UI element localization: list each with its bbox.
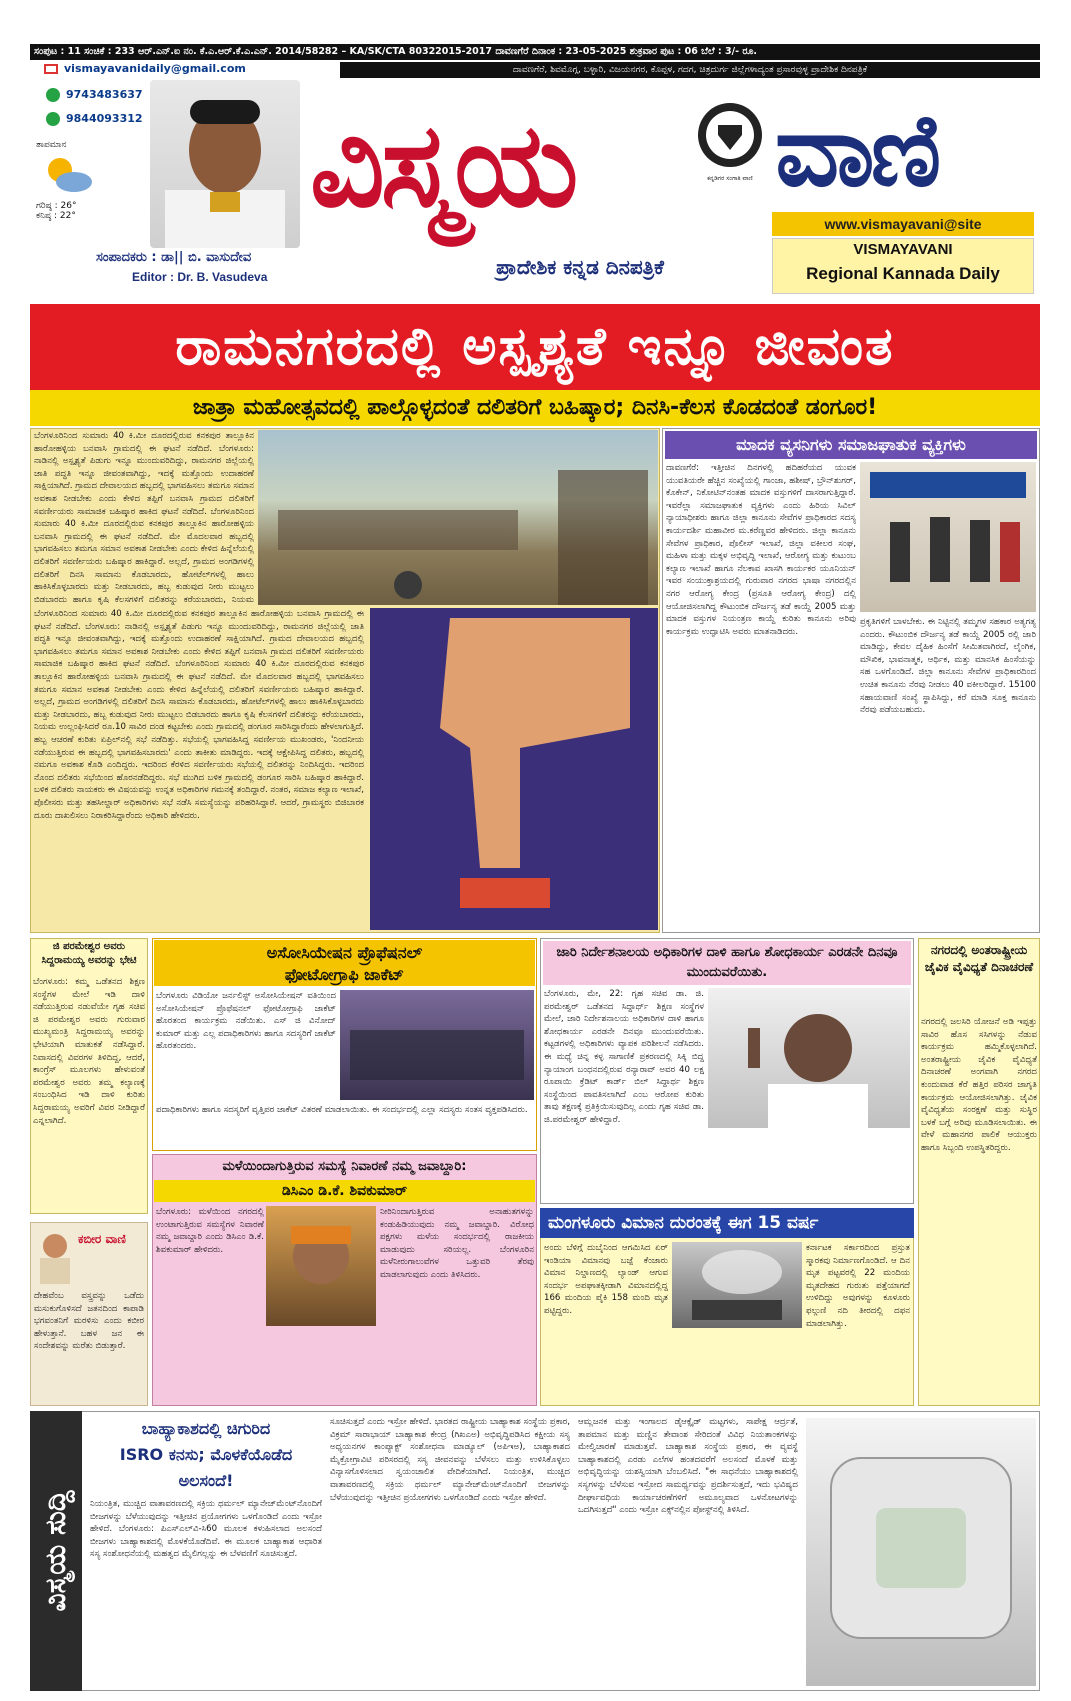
email-text[interactable]: vismayavanidaily@gmail.com <box>64 62 246 75</box>
tagline: ಪ್ರಾದೇಶಿಕ ಕನ್ನಡ ದಿನಪತ್ರಿಕೆ <box>496 255 664 279</box>
isro-title-line-2: ISRO ಕನಸು; ಮೊಳಕೆಯೊಡೆದ <box>119 1445 293 1464</box>
left-column-title[interactable]: ಜಿ ಪರಮೇಶ್ವರ ಅವರು ಸಿದ್ದರಾಮಯ್ಯ ಅವರನ್ನು ಭೇಟಿ <box>41 941 137 966</box>
website-link[interactable]: www.vismayavani@site <box>772 212 1034 236</box>
lead-photo-crowd <box>258 430 658 605</box>
editor-kannada: ಸಂಪಾದಕರು : ಡಾ|| ಬಿ. ವಾಸುದೇವ <box>96 250 252 265</box>
kabir-title: ಕಬೀರ ವಾಣಿ <box>78 1232 126 1246</box>
rain-body-2: ನೀರಿನಿಂದಾಗುತ್ತಿರುವ ಅನಾಹುತಗಳನ್ನು ಕಂಡುಹಿಡಿಯುವುದು ನಮ್ಮ ಜವಾಬ್ದಾರಿ. ವಿರೋಧ ಪಕ್ಷಗಳು ಮಳೆಯ ಸಂದರ್ಭದಲ್ಲಿ ರಾಜಕೀಯ ಮಾಡುವುದು ಸರಿಯಲ್ಲ. ಬೆಂಗಳೂರಿನ ಮಳೆನೀರುಗಾಲುವೆಗಳ ಒತ್ತುವರಿ ತೆರವು ಮಾಡಲಾಗುವುದು ಎಂದು ತಿಳಿಸಿದರು. <box>380 1207 534 1280</box>
crowd-photo-icon <box>258 430 658 605</box>
phone-line-2 <box>46 112 143 126</box>
isro-photo <box>806 1418 1036 1686</box>
seed-module-icon <box>806 1418 1036 1686</box>
editor-english: Editor : Dr. B. Vasudeva <box>132 270 268 284</box>
isro-title[interactable] <box>88 1416 324 1494</box>
airport-body-1: ಅಂದು ಬೆಳಿಗ್ಗೆ ದುಬೈನಿಂದ ಆಗಮಿಸಿದ ಏರ್ ಇಂಡಿಯಾ ವಿಮಾನವು ಬಜ್ಪೆ ಕೆಂಜಾರು ವಿಮಾನ ನಿಲ್ದಾಣದಲ್ಲಿ ಲ್ಯಾಂಡ್ ಆಗುವ ಸಂದರ್ಭ ಅಪಘಾತಕ್ಕೀಡಾಗಿ ವಿಮಾನದಲ್ಲಿದ್ದ 166 ಮಂದಿಯ ಪೈಕಿ 158 ಮಂದಿ ಮೃತ ಪಟ್ಟಿದ್ದರು. <box>544 1243 668 1316</box>
group-photo-icon <box>340 990 534 1100</box>
isro-col-2: ಸೂಚಿಸುತ್ತದೆ ಎಂದು ಇಸ್ರೋ ಹೇಳಿದೆ. ಭಾರತದ ರಾಷ್ಟ್ರೀಯ ಬಾಹ್ಯಾಕಾಶ ಸಂಸ್ಥೆಯ ಪ್ರಕಾರ, ವಿಕ್ರಮ್ ಸಾರಾಭಾಯ್ ಬಾಹ್ಯಾಕಾಶ ಕೇಂದ್ರ (ಗಿಖಎಅ) ಅಭಿವೃದ್ಧಿಪಡಿಸಿದ ಕಕ್ಷೀಯ ಸಸ್ಯ ಅಧ್ಯಯನಗಳ ಕಾಂಪ್ಯಾಕ್ಟ್ ಸಂಶೋಧನಾ ಮಾಡ್ಯೂಲ್ (ಅಪಿಇಅ), ಬಾಹ್ಯಾಕಾಶದ ಮೈಕ್ರೋಗ್ರಾವಿಟಿ ಪರಿಸರದಲ್ಲಿ ಸಸ್ಯ ಜೀವನವನ್ನು ಬೆಳೆಸಲು ಮತ್ತು ಉಳಿಸಿಕೊಳ್ಳಲು ವಿನ್ಯಾಸಗೊಳಿಸಲಾದ ಸ್ವಯಂಚಾಲಿತ ವೇದಿಕೆಯಾಗಿದೆ. ನಿಯಂತ್ರಿತ, ಮುಚ್ಚಿದ ವಾತಾವರಣದಲ್ಲಿ ಸಕ್ರಿಯ ಥರ್ಮಲ್ ಮ್ಯಾನೇಜ್‌ಮೆಂಟ್‌ನೊಂದಿಗೆ ಬೀಜಗಳನ್ನು ಬೆಳೆಯುವುದನ್ನು ಇತ್ತೀಚಿನ ಪ್ರಯೋಗಗಳು ಒಳಗೊಂಡಿದೆ ಎಂದು ಇಸ್ರೋ ಹೇಳಿದೆ. <box>330 1417 570 1503</box>
drugs-title[interactable]: ಮಾದಕ ವ್ಯಸನಿಗಳು ಸಮಾಜಘಾತುಕ ವ್ಯಕ್ತಿಗಳು <box>665 431 1037 459</box>
editor-photo <box>150 80 300 248</box>
right-column-body: ನಗರದಲ್ಲಿ ಜಲಸಿರಿ ಯೋಜನೆ ಅಡಿ ಇಪ್ಪತ್ತು ಸಾವಿರ ಹೊಸ ಸಸಿಗಳನ್ನು ನೆಡುವ ಕಾರ್ಯಕ್ರಮ ಹಮ್ಮಿಕೊಳ್ಳಲಾಗಿದೆ. ಅಂತರಾಷ್ಟ್ರೀಯ ಜೈವಿಕ ವೈವಿಧ್ಯತೆ ದಿನಾಚರಣೆ ಅಂಗವಾಗಿ ನಗರದ ಕುಂದುವಾಡ ಕೆರೆ ಹತ್ತಿರ ಪರಿಸರ ಜಾಗೃತಿ ಕಾರ್ಯಕ್ರಮ ಆಯೋಜಿಸಲಾಗಿತ್ತು. ಜೈವಿಕ ವೈವಿಧ್ಯತೆಯ ಸಂರಕ್ಷಣೆ ಮತ್ತು ಸುಸ್ಥಿರ ಬಳಕೆ ಬಗ್ಗೆ ಅರಿವು ಮೂಡಿಸಲಾಯಿತು. ಈ ವೇಳೆ ಮಹಾನಗರ ಪಾಲಿಕೆ ಆಯುಕ್ತರು ಹಾಗೂ ಸಿಬ್ಬಂದಿ ಉಪಸ್ಥಿತರಿದ್ದರು. <box>921 1017 1037 1153</box>
emblem-logo <box>690 95 770 195</box>
parameshwara-photo <box>708 988 910 1128</box>
weather-min: ಕನಿಷ್ಠ : 22° <box>36 211 76 221</box>
portrait-icon <box>266 1206 376 1326</box>
airport-body-2: ಕರ್ನಾಟಕ ಸರ್ಕಾರದಿಂದ ಪ್ರಸ್ತುತ ಸ್ಮಾರಕವು ನಿರ್ಮಾಣಗೊಂಡಿದೆ. ಆ ದಿನ ಮೃತ ಪಟ್ಟವರಲ್ಲಿ 22 ಮಂದಿಯ ಮೃತದೇಹದ ಗುರುತು ಪತ್ತೆಯಾಗದೆ ಉಳಿದಿದ್ದು ಅವುಗಳನ್ನು ಕೂಳೂರು ಫಲ್ಗುಣಿ ನದಿ ತೀರದಲ್ಲಿ ದಫನ ಮಾಡಲಾಗಿತ್ತು. <box>806 1243 910 1329</box>
name-english: VISMAYAVANI <box>853 241 953 258</box>
weather-max: ಗರಿಷ್ಠ : 26° <box>36 201 77 211</box>
masthead-vani: ವಾಣಿ <box>775 91 938 209</box>
crash-photo <box>672 1242 802 1328</box>
whatsapp-icon <box>46 88 60 102</box>
rain-subtitle: ಡಿಸಿಎಂ ಡಿ.ಕೆ. ಶಿವಕುಮಾರ್ <box>154 1180 535 1202</box>
issue-info-bar: ಸಂಪುಟ : 11 ಸಂಚಿಕೆ : 233 ಆರ್.ಎನ್.ಐ ನಂ. ಕೆ.ಎ.ಆರ್.ಕೆ.ಎ.ಎನ್. 2014/58282 – KA/SK/CTA 80322015-2017 ದಾವಣಗೆರೆ ದಿನಾಂಕ : 23-05-2025 ಶುಕ್ರವಾರ ಪುಟ : 06 ಬೆಲೆ : 3/- ರೂ. <box>30 44 1040 60</box>
kabir-portrait-icon <box>34 1228 76 1284</box>
assoc-body-2: ಪದಾಧಿಕಾರಿಗಳು ಹಾಗೂ ಸದಸ್ಯರಿಗೆ ವೃತ್ತಿಪರ ಜಾಕೆಟ್ ವಿತರಣೆ ಮಾಡಲಾಯಿತು. ಈ ಸಂದರ್ಭದಲ್ಲಿ ಎಲ್ಲಾ ಸದಸ್ಯರು ಸಂತಸ ವ್ಯಕ್ತಪಡಿಸಿದರು. <box>156 1105 528 1115</box>
email-line <box>44 62 246 75</box>
lead-subhead: ಜಾತ್ರಾ ಮಹೋತ್ಸವದಲ್ಲಿ ಪಾಲ್ಗೊಳ್ಳದಂತೆ ದಲಿತರಿಗೆ ಬಹಿಷ್ಕಾರ; ದಿನಸಿ-ಕೆಲಸ ಕೊಡದಂತೆ ಡಂಗೂರ! <box>30 390 1040 426</box>
drugs-photo <box>860 462 1036 612</box>
rain-title[interactable]: ಮಳೆಯಿಂದಾಗುತ್ತಿರುವ ಸಮಸ್ಯೆ ನಿವಾರಣೆ ನಮ್ಮ ಜವಾಬ್ದಾರಿ: <box>222 1159 467 1174</box>
right-column-title[interactable]: ನಗರದಲ್ಲಿ ಅಂತರಾಷ್ಟ್ರೀಯ ಜೈವಿಕ ವೈವಿಧ್ಯತೆ ದಿನಾಚರಣೆ <box>924 943 1034 974</box>
kabir-body: ದೇಹವೆಂಬ ವಸ್ತ್ರವನ್ನು ಒಡೆದು ಮಸುಕುಗೊಳಿಸದೆ ಜತನದಿಂದ ಕಾಪಾಡಿ ಭಗವಂತನಿಗೆ ಮರಳಿಸು ಎಂದು ಕಬೀರ ಹೇಳುತ್ತಾನೆ. ಬಹಳ ಜನ ಈ ಸಂದೇಶವನ್ನು ಮರೆತು ಬಿಡುತ್ತಾರೆ. <box>34 1291 144 1352</box>
phone-1[interactable]: 9743483637 <box>66 88 143 101</box>
masthead-vismaya: ವಿಸ್ಮಯ <box>310 97 575 233</box>
assoc-title-line-1: ಅಸೋಸಿಯೇಷನ ಪ್ರೊಫೆಷನಲ್ <box>266 943 423 962</box>
drugs-body-1: ದಾವಣಗೆರೆ: ಇತ್ತೀಚಿನ ದಿನಗಳಲ್ಲಿ ಹದಿಹರೆಯದ ಯುವಕ ಯುವತಿಯರೇ ಹೆಚ್ಚಿನ ಸಂಖ್ಯೆಯಲ್ಲಿ ಗಾಂಜಾ, ಹಶೀಷ್, ಬ್ರೌನ್‌ಶುಗರ್, ಕೊಕೇನ್, ನಿಕೋಟಿನ್‌ನಂತಹ ಮಾದಕ ವಸ್ತುಗಳಿಗೆ ದಾಸರಾಗುತ್ತಿದ್ದಾರೆ. ಇವರೆಲ್ಲಾ ಸಮಾಜಘಾತುಕ ವ್ಯಕ್ತಿಗಳು ಎಂದು ಹಿರಿಯ ಸಿವಿಲ್ ನ್ಯಾಯಾಧೀಶರು ಹಾಗೂ ಜಿಲ್ಲಾ ಕಾನೂನು ಸೇವೆಗಳ ಪ್ರಾಧಿಕಾರದ ಸದಸ್ಯ ಕಾರ್ಯದರ್ಶಿ ಮಹಾವೀರ ಮ.ಕರೆಣ್ಣವರ ಹೇಳಿದರು. ಜಿಲ್ಲಾ ಕಾನೂನು ಸೇವೆಗಳ ಪ್ರಾಧಿಕಾರ, ಪೊಲೀಸ್ ಇಲಾಖೆ, ಜಿಲ್ಲಾ ವಕೀಲರ ಸಂಘ, ಮಹಿಳಾ ಮತ್ತು ಮಕ್ಕಳ ಅಭಿವೃದ್ಧಿ ಇಲಾಖೆ, ಆರೋಗ್ಯ ಮತ್ತು ಕುಟುಂಬ ಕಲ್ಯಾಣ ಇಲಾಖೆ ಹಾಗೂ ನೆಲಕಾವ ಖಾಸಗಿ ಕಾರ್ಯಕರ ಯೂನಿಯನ್ ಇವರ ಸಂಯುಕ್ತಾಶ್ರಯದಲ್ಲಿ ಗುರುವಾರ ನಗರದ ಭಾಷಾ ನಗರದಲ್ಲಿನ ನಗರ ಆರೋಗ್ಯ ಕೇಂದ್ರ (ಪ್ರಸೂತಿ ಆರೋಗ್ಯ ಕೇಂದ್ರ) ದಲ್ಲಿ ಆಯೋಜಿಸಲಾಗಿದ್ದ ಕೌಟುಂಬಿಕ ದೌರ್ಜನ್ಯ ತಡೆ ಕಾಯ್ದೆ 2005 ಮತ್ತು ಮಾದಕ ವಸ್ತುಗಳ ನಿಯಂತ್ರಣ ಕಾಯ್ದೆ ಕುರಿತು ಕಾನೂನು ಅರಿವು ಕಾರ್ಯಕ್ರಮ ಉದ್ಘಾಟಿಸಿ ಅವರು ಮಾತನಾಡಿದರು. <box>666 463 856 637</box>
isro-col-1: ನಿಯಂತ್ರಿತ, ಮುಚ್ಚಿದ ವಾತಾವರಣದಲ್ಲಿ ಸಕ್ರಿಯ ಥರ್ಮಲ್ ಮ್ಯಾನೇಜ್‌ಮೆಂಟ್‌ನೊಂದಿಗೆ ಬೀಜಗಳನ್ನು ಬೆಳೆಯುವುದನ್ನು ಇತ್ತೀಚಿನ ಪ್ರಯೋಗಗಳು ಒಳಗೊಂಡಿದೆ ಎಂದು ಇಸ್ರೋ ಹೇಳಿದೆ. ಬೆಂಗಳೂರು: ಪಿಎಸ್‌ಎಲ್‌ವಿ-ಸಿ60 ಮೂಲಕ ಕಳುಹಿಸಲಾದ ಅಲಸಂದೆ ಬೀಜಗಳು ಬಾಹ್ಯಾಕಾಶದಲ್ಲಿ ಮೊಳಕೆಯೊಡೆದಿವೆ. ಈ ಮೂಲಕ ಬಾಹ್ಯಾಕಾಶ ಆಧಾರಿತ ಸಸ್ಯ ಸಂಶೋಧನೆಯಲ್ಲಿ ಮಹತ್ವದ ಮೈಲಿಗಲ್ಲನ್ನು ಈ ಬೆಳವಣಿಗೆ ಸೂಚಿಸುತ್ತದೆ. <box>90 1499 322 1560</box>
isro-title-line-3: ಅಲಸಂದೆ! <box>178 1471 234 1490</box>
ed-title[interactable]: ಜಾರಿ ನಿರ್ದೇಶನಾಲಯ ಅಧಿಕಾರಿಗಳ ದಾಳಿ ಹಾಗೂ ಶೋಧಕಾರ್ಯ ಎರಡನೇ ದಿನವೂ ಮುಂದುವರೆಯಿತು. <box>543 941 911 985</box>
sun-cloud-icon <box>36 150 96 196</box>
dkshivakumar-photo <box>266 1206 376 1326</box>
drugs-body-2: ಪ್ರಕೃತಿಗಳಿಗೆ ಬಾಳಬೇಕು. ಈ ನಿಟ್ಟಿನಲ್ಲಿ ತಮ್ಮಗಳ ಸಹಕಾರ ಅತ್ಯಗತ್ಯ ಎಂದರು. ಕೌಟುಂಬಿಕ ದೌರ್ಜನ್ಯ ತಡೆ ಕಾಯ್ದೆ 2005 ರಲ್ಲಿ ಜಾರಿ ಮಾಡಿದ್ದು, ಕೇವಲ ದೈಹಿಕ ಹಿಂಸೆಗೆ ಸೀಮಿತವಾಗಿರದೆ, ಲೈಂಗಿಕ, ಮೌಖಿಕ, ಭಾವನಾತ್ಮಕ, ಆರ್ಥಿಕ, ಮತ್ತು ಮಾನಸಿಕ ಹಿಂಸೆಯನ್ನು ಸಹ ಒಳಗೊಂಡಿದೆ. ಜಿಲ್ಲಾ ಕಾನೂನು ಸೇವೆಗಳ ಪ್ರಾಧಿಕಾರದಿಂದ ಉಚಿತ ಕಾನೂನು ನೆರವು ನೀಡಲು 40 ವಕೀಲರಿದ್ದಾರೆ. 15100 ಸಹಾಯವಾಣಿ ಸಂಖ್ಯೆ ಸ್ಥಾಪಿಸಿದ್ದು, ಕರೆ ಮಾಡಿ ಸೂಕ್ತ ಕಾನೂನು ನೆರವು ಪಡೆಯಬಹುದು. <box>860 617 1036 716</box>
weather-box <box>36 140 116 221</box>
phone-line-1 <box>46 88 143 102</box>
badge-text: ವಿಸ್ಮಯ ಸುದ್ದಿ <box>39 1490 72 1612</box>
rain-body-1: ಬೆಂಗಳೂರು: ಮಳೆಯಿಂದ ನಗರದಲ್ಲಿ ಉಂಟಾಗುತ್ತಿರುವ ಸಮಸ್ಯೆಗಳ ನಿವಾರಣೆ ನಮ್ಮ ಜವಾಬ್ದಾರಿ ಎಂದು ಡಿಸಿಎಂ ಡಿ.ಕೆ. ಶಿವಕುಮಾರ್ ಹೇಳಿದರು. <box>156 1207 264 1255</box>
weather-title: ತಾಪಮಾನ <box>36 140 67 150</box>
mail-icon <box>44 64 58 74</box>
hand-crushing-icon <box>370 608 658 930</box>
english-label <box>772 238 1034 294</box>
lead-headline[interactable]: ರಾಮನಗರದಲ್ಲಿ ಅಸ್ಪೃಶ್ಯತೆ ಇನ್ನೂ ಜೀವಂತ <box>30 304 1040 390</box>
editor-portrait-icon <box>150 80 300 248</box>
vismaya-suddi-badge <box>30 1411 82 1691</box>
desc-english: Regional Kannada Daily <box>806 264 1000 283</box>
event-photo-icon <box>860 462 1036 612</box>
whatsapp-icon <box>46 112 60 126</box>
left-column-body: ಬೆಂಗಳೂರು: ಕಮ್ಮ ಒಡೆತನದ ಶಿಕ್ಷಣ ಸಂಸ್ಥೆಗಳ ಮೇಲೆ ಇಡಿ ದಾಳಿ ನಡೆಯುತ್ತಿರುವ ನಡುವೆಯೇ ಗೃಹ ಸಚಿವ ಜಿ ಪರಮೇಶ್ವರ ಅವರು ಗುರುವಾರ ಮುಖ್ಯಮಂತ್ರಿ ಸಿದ್ದರಾಮಯ್ಯ ಅವರನ್ನು ಭೇಟಿಯಾಗಿ ಮಾತುಕತೆ ನಡೆಸಿದ್ದಾರೆ. ನಿವಾಸದಲ್ಲಿ ವಿವರಗಳ ತಿಳಿದಿದ್ದ, ಆದರೆ, ಕಾಂಗ್ರೆಸ್ ಮೂಲಗಳು ಹೇಳುವಂತೆ ಪರಮೇಶ್ವರ ಅವರು ತಮ್ಮ ಕಲ್ಯಾಣಕ್ಕೆ ಸಂಬಂಧಿಸಿದ ಇಡಿ ದಾಳಿ ಕುರಿತು ಸಿದ್ದರಾಮಯ್ಯ ಅವರಿಗೆ ವಿವರ ನೀಡಿದ್ದಾರೆ ಎನ್ನಲಾಗಿದೆ. <box>33 977 145 1126</box>
speaker-icon <box>708 988 910 1128</box>
assoc-body-1: ಬೆಂಗಳೂರು ವಿಡಿಯೋ ಜರ್ನಲಿಸ್ಟ್ ಅಸೋಸಿಯೇಷನ್ ವತಿಯಿಂದ ಅಸೋಸಿಯೇಷನ್ ಪ್ರೊಫೆಷನಲ್ ಫೋಟೋಗ್ರಾಫಿ ಜಾಕೆಟ್ ಹೊರತಂದ ಕಾರ್ಯಕ್ರಮ ನಡೆಯಿತು. ಎಸ್ ಜಿ ವಿನೋದ್ ಕುಮಾರ್ ಮತ್ತು ಎಲ್ಲ ಪದಾಧಿಕಾರಿಗಳು ಹಾಗೂ ಸದಸ್ಯರಿಗೆ ಜಾಕೆಟ್ ಹೊರತಂದರು. <box>156 991 336 1052</box>
assoc-title-line-2: ಫೋಟೋಗ್ರಾಫಿ ಜಾಕೆಟ್ <box>284 965 405 984</box>
phone-2[interactable]: 9844093312 <box>66 112 143 125</box>
lead-body-top: ಬೆಂಗಳೂರಿನಿಂದ ಸುಮಾರು 40 ಕಿ.ಮೀ ದೂರದಲ್ಲಿರುವ ಕನಕಪುರ ತಾಲ್ಲೂಕಿನ ಹಾರೋಹಳ್ಳಿಯ ಬನವಾಸಿ ಗ್ರಾಮದಲ್ಲಿ ಈ ಘಟನೆ ನಡೆದಿದೆ. ಬೆಂಗಳೂರು: ನಾಡಿನಲ್ಲಿ ಅಸ್ಪೃಶ್ಯತೆ ಪಿಡುಗು ಇನ್ನೂ ಮುಂದುವರಿದಿದ್ದು, ರಾಮನಗರ ಜಿಲ್ಲೆಯಲ್ಲಿ ಜಾತಿ ಪದ್ಧತಿ ಇನ್ನೂ ಜೀವಂತವಾಗಿದ್ದು, ಇದಕ್ಕೆ ಮತ್ತೊಂದು ಉದಾಹರಣೆ ಸಾಕ್ಷಿಯಾಗಿದೆ. ಗ್ರಾಮದ ದೇವಾಲಯದ ಹಬ್ಬದಲ್ಲಿ ಭಾಗವಹಿಸಲು ತಮಗೂ ಸಮಾನ ಅವಕಾಶ ನೀಡಬೇಕು ಎಂದು ಕೇಳಿದ ತಪ್ಪಿಗೆ ಬನವಾಸಿ ಗ್ರಾಮದ ದಲಿತರಿಗೆ ಸವರ್ಣೀಯರು ಸಾಮಾಜಿಕ ಬಹಿಷ್ಕಾರ ಹಾಕಿದ ಘಟನೆ ನಡೆದಿದೆ. ಬೆಂಗಳೂರಿನಿಂದ ಸುಮಾರು 40 ಕಿ.ಮೀ ದೂರದಲ್ಲಿರುವ ಕನಕಪುರ ತಾಲ್ಲೂಕಿನ ಹಾರೋಹಳ್ಳಿಯ ಬನವಾಸಿ ಗ್ರಾಮದಲ್ಲಿ ಈ ಘಟನೆ ನಡೆದಿದೆ. ಮೇ ಮೊದಲವಾರ ಹಬ್ಬದಲ್ಲಿ ಭಾಗವಹಿಸಲು ತಮಗೂ ಸಮಾನ ಅವಕಾಶ ನೀಡಬೇಕು ಎಂದು ಕೇಳಿದ ಹಿನ್ನೆಲೆಯಲ್ಲಿ ದಲಿತರಿಗೆ ಸವರ್ಣೀಯರು ಬಹಿಷ್ಕಾರ ಹಾಕಿದ್ದಾರೆ. ಅಲ್ಲದೆ, ಗ್ರಾಮದ ಅಂಗಡಿಗಳಲ್ಲಿ ದಲಿತರಿಗೆ ದಿನಸಿ ಸಾಮಾನು ಕೊಡಬಾರದು, ಹೋಟೆಲ್‌ಗಳಲ್ಲಿ ಹಾಲು ಹಾಕಿಸಿಕೊಳ್ಳಬಾರದು ಮತ್ತು ನೀಡಬಾರದು, ಹಬ್ಬ ಕುಡುವುದ ನೀರು ಮುಟ್ಟಲು ಬಿಡಬಾರದು ಹಾಗೂ ಕೃಷಿ ಕೆಲಸಗಳಿಗೆ ದಲಿತರನ್ನು ಕರೆಯಬಾರದು, ನಿಯಮ <box>34 431 254 605</box>
isro-title-line-1: ಬಾಹ್ಯಾಕಾಶದಲ್ಲಿ ಚಿಗುರಿದ <box>141 1419 271 1438</box>
assoc-photo <box>340 990 534 1100</box>
coverage-bar: ದಾವಣಗೆರೆ, ಶಿವಮೊಗ್ಗ, ಬಳ್ಳಾರಿ, ವಿಜಯನಗರ, ಕೊಪ್ಪಳ, ಗದಗ, ಚಿತ್ರದುರ್ಗ ಜಿಲ್ಲೆಗಳಾದ್ಯಂತ ಪ್ರಸಾರವುಳ್ಳ ಪ್ರಾದೇಶಿಕ ದಿನಪತ್ರಿಕೆ <box>340 62 1040 78</box>
isro-col-3: ಆಮ್ಲಜನಕ ಮತ್ತು ಇಂಗಾಲದ ಡೈಆಕ್ಸೈಡ್ ಮಟ್ಟಗಳು, ಸಾಪೇಕ್ಷ ಆರ್ದ್ರತೆ, ತಾಪಮಾನ ಮತ್ತು ಮಣ್ಣಿನ ತೇವಾಂಶ ಸೇರಿದಂತೆ ವಿವಿಧ ನಿಯತಾಂಕಗಳನ್ನು ಮೇಲ್ವಿಚಾರಣೆ ಮಾಡುತ್ತವೆ. ಬಾಹ್ಯಾಕಾಶ ಸಂಸ್ಥೆಯ ಪ್ರಕಾರ, ಈ ವ್ಯವಸ್ಥೆ ಬಾಹ್ಯಾಕಾಶದಲ್ಲಿ ಎರಡು ಎಲೆಗಳ ಹಂತದವರೆಗೆ ಅಲಸಂದೆ ಮೊಳಕೆ ಮತ್ತು ಅಭಿವೃದ್ಧಿಯನ್ನು ಯಶಸ್ವಿಯಾಗಿ ಬೆಂಬಲಿಸಿದೆ. "ಈ ಸಾಧನೆಯು ಬಾಹ್ಯಾಕಾಶದಲ್ಲಿ ಸಸ್ಯಗಳನ್ನು ಬೆಳೆಸುವ ಇಸ್ರೋದ ಸಾಮರ್ಥ್ಯವನ್ನು ಪ್ರದರ್ಶಿಸುತ್ತದೆ, ಇದು ಭವಿಷ್ಯದ ದೀರ್ಘಾವಧಿಯ ಕಾರ್ಯಾಚರಣೆಗಳಿಗೆ ಅಮೂಲ್ಯವಾದ ಒಳನೋಟಗಳನ್ನು ಒದಗಿಸುತ್ತದೆ" ಎಂದು ಇಸ್ರೋ ಎಕ್ಸ್‌ನಲ್ಲಿನ ಪೋಸ್ಟ್‌ನಲ್ಲಿ ತಿಳಿಸಿದೆ. <box>578 1417 798 1516</box>
assoc-title[interactable] <box>154 940 535 986</box>
ed-body: ಬೆಂಗಳೂರು, ಮೇ, 22: ಗೃಹ ಸಚಿವ ಡಾ. ಜಿ. ಪರಮೇಶ್ವರ್ ಒಡೆತನದ ಸಿದ್ದಾರ್ಥ್ ಶಿಕ್ಷಣ ಸಂಸ್ಥೆಗಳ ಮೇಲೆ, ಜಾರಿ ನಿರ್ದೇಶನಾಲಯ ಅಧಿಕಾರಿಗಳ ದಾಳಿ ಹಾಗೂ ಶೋಧಕಾರ್ಯ ಎರಡನೇ ದಿನವೂ ಮುಂದುವರೆಯಿತು. ಕಟ್ಟಡಗಳಲ್ಲಿ ಅಧಿಕಾರಿಗಳು ವ್ಯಾಪಕ ಪರಿಶೀಲನೆ ನಡೆಸಿದರು. ಈ ಮಧ್ಯೆ ಚಿನ್ನ ಕಳ್ಳ ಸಾಗಾಣಿಕೆ ಪ್ರಕರಣದಲ್ಲಿ ಸಿಕ್ಕಿ ಬಿದ್ದ ನ್ಯಾಯಾಂಗ ಬಂಧನದಲ್ಲಿರುವ ರನ್ಯಾರಾವ್ ಅವರ 40 ಲಕ್ಷ ರೂಪಾಯಿ ಕ್ರೆಡಿಟ್ ಕಾರ್ಡ್ ಬಿಲ್ ಸಿದ್ದಾರ್ಥ ಶಿಕ್ಷಣ ಸಂಸ್ಥೆಯಿಂದ ಪಾವತಿಸಲಾಗಿದೆ ಎಂಬ ಆರೋಪ ಕುರಿತು ತಾವು ತಕ್ಷಣಕ್ಕೆ ಪ್ರತಿಕ್ರಿಯಿಸುವುದಿಲ್ಲ ಎಂದು ಗೃಹ ಸಚಿವ ಡಾ. ಜಿ.ಪರಮೇಶ್ವರ್ ಹೇಳಿದ್ದಾರೆ. <box>544 989 704 1125</box>
emblem-text: ಕನ್ನಡಿಗರ ಸಂಗಾತಿ ವಾಣಿ <box>707 175 753 182</box>
lead-body-bottom: ಬೆಂಗಳೂರಿನಿಂದ ಸುಮಾರು 40 ಕಿ.ಮೀ ದೂರದಲ್ಲಿರುವ ಕನಕಪುರ ತಾಲ್ಲೂಕಿನ ಹಾರೋಹಳ್ಳಿಯ ಬನವಾಸಿ ಗ್ರಾಮದಲ್ಲಿ ಈ ಘಟನೆ ನಡೆದಿದೆ. ಬೆಂಗಳೂರು: ನಾಡಿನಲ್ಲಿ ಅಸ್ಪೃಶ್ಯತೆ ಪಿಡುಗು ಇನ್ನೂ ಮುಂದುವರಿದಿದ್ದು, ರಾಮನಗರ ಜಿಲ್ಲೆಯಲ್ಲಿ ಜಾತಿ ಪದ್ಧತಿ ಇನ್ನೂ ಜೀವಂತವಾಗಿದ್ದು, ಇದಕ್ಕೆ ಮತ್ತೊಂದು ಉದಾಹರಣೆ ಸಾಕ್ಷಿಯಾಗಿದೆ. ಗ್ರಾಮದ ದೇವಾಲಯದ ಹಬ್ಬದಲ್ಲಿ ಭಾಗವಹಿಸಲು ತಮಗೂ ಸಮಾನ ಅವಕಾಶ ನೀಡಬೇಕು ಎಂದು ಕೇಳಿದ ತಪ್ಪಿಗೆ ಬನವಾಸಿ ಗ್ರಾಮದ ದಲಿತರಿಗೆ ಸವರ್ಣೀಯರು ಸಾಮಾಜಿಕ ಬಹಿಷ್ಕಾರ ಹಾಕಿದ ಘಟನೆ ನಡೆದಿದೆ. ಬೆಂಗಳೂರಿನಿಂದ ಸುಮಾರು 40 ಕಿ.ಮೀ ದೂರದಲ್ಲಿರುವ ಕನಕಪುರ ತಾಲ್ಲೂಕಿನ ಹಾರೋಹಳ್ಳಿಯ ಬನವಾಸಿ ಗ್ರಾಮದಲ್ಲಿ ಈ ಘಟನೆ ನಡೆದಿದೆ. ಮೇ ಮೊದಲವಾರ ಹಬ್ಬದಲ್ಲಿ ಭಾಗವಹಿಸಲು ತಮಗೂ ಸಮಾನ ಅವಕಾಶ ನೀಡಬೇಕು ಎಂದು ಕೇಳಿದ ಹಿನ್ನೆಲೆಯಲ್ಲಿ ದಲಿತರಿಗೆ ಸವರ್ಣೀಯರು ಬಹಿಷ್ಕಾರ ಹಾಕಿದ್ದಾರೆ. ಅಲ್ಲದೆ, ಗ್ರಾಮದ ಅಂಗಡಿಗಳಲ್ಲಿ ದಲಿತರಿಗೆ ದಿನಸಿ ಸಾಮಾನು ಕೊಡಬಾರದು, ಹೋಟೆಲ್‌ಗಳಲ್ಲಿ ಹಾಲು ಹಾಕಿಸಿಕೊಳ್ಳಬಾರದು ಮತ್ತು ನೀಡಬಾರದು, ಹಬ್ಬ ಕುಡುವುದ ನೀರು ಮುಟ್ಟಲು ಬಿಡಬಾರದು ಹಾಗೂ ಕೃಷಿ ಕೆಲಸಗಳಿಗೆ ದಲಿತರನ್ನು ಕರೆಯಬಾರದು, ನಿಯಮ ಉಲ್ಲಂಘಿಸಿದರೆ ರೂ.10 ಸಾವಿರ ದಂಡ ಕಟ್ಟಬೇಕು ಎಂದು ಗ್ರಾಮದಲ್ಲಿ ಡಂಗೂರ ಸಾರಿಸಿದ್ದಾರೆಂದು ಹೇಳಲಾಗುತ್ತಿದೆ. ಹಬ್ಬ ಆಚರಣೆ ಕುರಿತು ಏಪ್ರಿಲ್‌ನಲ್ಲಿ ಸಭೆ ನಡೆದಿತ್ತು. ಸಭೆಯಲ್ಲಿ ಭಾಗವಹಿಸಿದ್ದ ಸವರ್ಣೀಯ ಮುಖಂಡರು, 'ನಿಂದನೀಯ ನಡೆಯುತ್ತಿರುವ ಈ ಹಬ್ಬದಲ್ಲಿ ಭಾಗವಹಿಸಬಾರದು' ಎಂದು ತಾಕೀತು ಮಾಡಿದ್ದರು. ಇದಕ್ಕೆ ಆಕ್ಷೇಪಿಸಿದ್ದ ದಲಿತರು, ಹಬ್ಬದಲ್ಲಿ ನಮಗೂ ಅವಕಾಶ ಕೊಡಿ ಎಂದಿದ್ದರು. ಇದರಿಂದ ಕೆರಳಿದ ಸವರ್ಣೀಯರು ಸಭೆಯಲ್ಲಿ ದಲಿತರನ್ನು ನಿಂದಿಸಿದ್ದರು. ಇದರಿಂದ ನೊಂದ ದಲಿತರು ಸಭೆಯಿಂದ ಹೊರನಡೆದಿದ್ದರು. ಸಭೆ ಮುಗಿದ ಬಳಿಕ ಗ್ರಾಮದಲ್ಲಿ ಡಂಗೂರ ಸಾರಿಸಿ ಬಹಿಷ್ಕಾರ ಹಾಕಿದ್ದಾರೆ. ಬಳಿಕ ದಲಿತರು ನಾಯಕರು ಈ ವಿಷಯವನ್ನು ಉನ್ನತ ಅಧಿಕಾರಿಗಳ ಗಮನಕ್ಕೆ ತಂದಿದ್ದಾರೆ. ನಂತರ, ಸಮಾಜ ಕಲ್ಯಾಣ ಇಲಾಖೆ, ಪೊಲೀಸರು ಮತ್ತು ತಹಸೀಲ್ದಾರ್ ಅಧಿಕಾರಿಗಳು ಸಭೆ ನಡೆಸಿ ಸಮಸ್ಯೆಯನ್ನು ಪರಿಹರಿಸಿದ್ದಾರೆ. ಆದರೆ, ಗ್ರಾಮಸ್ಥರು ಬಿಜಿಬಾರಕ ದೂರು ದಾಖಲಿಸಲು ನಿರಾಕರಿಸಿದ್ದಾರೆಂದು ಅಧಿಕಾರಿ ಹೇಳಿದರು. <box>34 609 364 821</box>
airport-title[interactable]: ಮಂಗಳೂರು ವಿಮಾನ ದುರಂತಕ್ಕೆ ಈಗ 15 ವರ್ಷ <box>540 1208 914 1238</box>
smoke-icon <box>672 1242 802 1328</box>
lead-illustration <box>370 608 658 930</box>
